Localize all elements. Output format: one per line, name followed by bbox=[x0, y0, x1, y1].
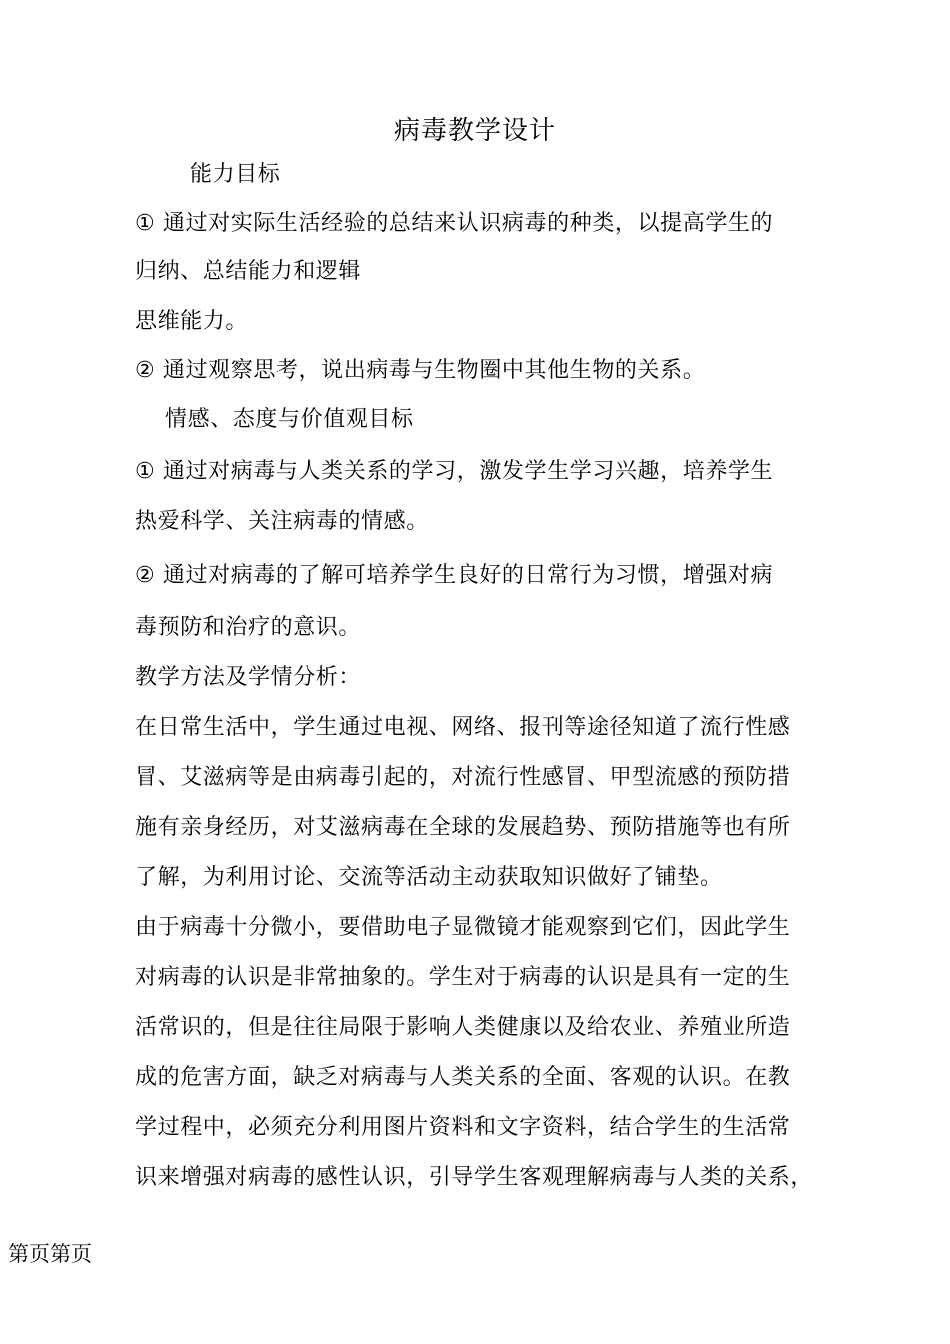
paragraph-line: 成的危害方面，缺乏对病毒与人类关系的全面、客观的认识。在教 bbox=[135, 1065, 791, 1090]
paragraph-line: 学过程中，必须充分利用图片资料和文字资料，结合学生的生活常 bbox=[135, 1115, 791, 1140]
paragraph-line: 在日常生活中，学生通过电视、网络、报刊等途径知道了流行性感 bbox=[135, 715, 791, 740]
page-footer: 第页第页 bbox=[8, 1242, 92, 1266]
paragraph-line: ① 通过对实际生活经验的总结来认识病毒的种类，以提高学生的 bbox=[135, 211, 774, 236]
paragraph-line: 对病毒的认识是非常抽象的。学生对于病毒的认识是具有一定的生 bbox=[135, 965, 791, 990]
paragraph-line: 毒预防和治疗的意识。 bbox=[135, 615, 362, 640]
paragraph-line: ① 通过对病毒与人类关系的学习，激发学生学习兴趣，培养学生 bbox=[135, 459, 774, 484]
paragraph-line: ② 通过对病毒的了解可培养学生良好的日常行为习惯，增强对病 bbox=[135, 563, 774, 588]
paragraph-line: 由于病毒十分微小，要借助电子显微镜才能观察到它们，因此学生 bbox=[135, 915, 791, 940]
heading-teaching-method: 教学方法及学情分析： bbox=[135, 665, 362, 690]
paragraph-line: 归纳、总结能力和逻辑 bbox=[135, 259, 362, 284]
paragraph-line: 冒、艾滋病等是由病毒引起的，对流行性感冒、甲型流感的预防措 bbox=[135, 765, 791, 790]
paragraph-line: 热爱科学、关注病毒的情感。 bbox=[135, 509, 429, 534]
heading-emotion-goals: 情感、态度与价值观目标 bbox=[165, 407, 414, 432]
page-title: 病毒教学设计 bbox=[393, 116, 556, 146]
heading-ability-goals: 能力目标 bbox=[190, 162, 281, 187]
paragraph-line: 了解，为利用讨论、交流等活动主动获取知识做好了铺垫。 bbox=[135, 865, 723, 890]
paragraph-line: 思维能力。 bbox=[135, 309, 249, 334]
paragraph-line: 识来增强对病毒的感性认识，引导学生客观理解病毒与人类的关系， bbox=[135, 1165, 814, 1190]
paragraph-line: 活常识的，但是往往局限于影响人类健康以及给农业、养殖业所造 bbox=[135, 1015, 791, 1040]
paragraph-line: ② 通过观察思考，说出病毒与生物圈中其他生物的关系。 bbox=[135, 358, 706, 383]
paragraph-line: 施有亲身经历，对艾滋病毒在全球的发展趋势、预防措施等也有所 bbox=[135, 815, 791, 840]
